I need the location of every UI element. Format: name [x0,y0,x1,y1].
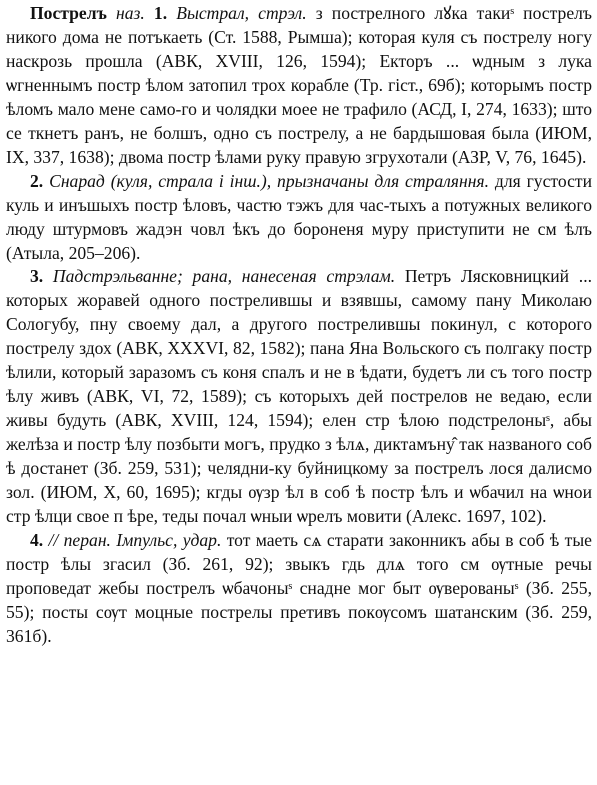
dictionary-entry [6,2,592,649]
sense-citations: Петръ Лясковницкий ... которых жоравей одного пострелившы и взявшы, самому пану Миколаю Сологубу, пну своему дал, а другого пострелившы покинул, с которого пострелу здох (АВК, XXXVI, 82, 1582); пана Яна Вольского съ полгаку постр ѣлили, который заразомъ съ коня спалъ и не в ѣдати, будетъ ли съ того постр ѣлу живъ (АВК, VI, 72, 1589); съ которыхъ дей пострелов не ведаю, если живы будуть (АВК, XVIII, 124, 1594); елен стр ѣлою подстрелоныˢ, абы желѣза и постр ѣлу позбыти могъ, прудко з ѣлѧ, диктамъну̂ так названого соб ѣ достанет (Зб. 259, 531); челядни-ку буйницкому за пострелъ лося далисмо зол. (ИЮМ, X, 60, 1695); кгды ѹзр ѣл в соб ѣ постр ѣлъ и ѡбачил на ѡнои стр ѣлци свое п ѣре, теды почал ѡныи ѡрелъ мовити (Алекс. 1697, 102). [6,266,592,527]
headword: Пострелъ [30,3,107,23]
sense-citations: з пострелного лꙋка такиˢ пострелъ никого дома не потъкаеть (Ст. 1588, Рымша); которая куля съ пострелу ногу наскрозь прошла (АВК, XVIII, 126, 1594); Екторъ ... ѡдным з лука ѡгненнымъ постр ѣлом затопил трох корабле (Тр. гіст., 69б); которымъ постр ѣломъ мало мене само-го и чолядки моее не трафило (АСД, I, 274, 1633); што се ткнетъ ранъ, не болшъ, одно съ пострелу, а не бардышовая была (ИЮМ, IX, 337, 1638); двома постр ѣлами руку правую згрухотали (АЗР, V, 76, 1645). [6,3,592,167]
sense-definition: Снарад (куля, страла і інш.), прызначаны для страляння. [49,170,490,191]
sense-citations: для густости куль и инъшыхъ постр ѣловъ, частю тэжъ для час-тыхъ а потужных великого люду штурмовъ жадэн човл ѣкъ до бороненя муру приступити не см ѣлъ (Атыла, 205–206). [6,170,593,263]
sense-definition: Выстрал, стрэл. [176,3,307,23]
sense-citations: тот маеть сѧ старати законникъ абы в соб ѣ тые постр ѣлы згасил (Зб. 261, 92); звыкъ гдь длѧ того см ѹтные речы проповедат жебы пострелъ ѡбачоныˢ снадне мог быт ѹверованыˢ (Зб. 255, 55); посты сѹт моцные пострелы претивъ покѹсомъ шатанским (Зб. 259, 361б). [6,529,592,646]
sense-1-paragraph [6,2,592,170]
part-of-speech: наз. [115,3,145,23]
sense-number: 3. [30,266,44,287]
sense-number: 2. [30,170,44,191]
sense-definition: // перан. Імпульс, удар. [48,529,222,550]
sense-3-paragraph [6,265,592,528]
sense-number: 4. [30,529,44,550]
sense-2-paragraph [6,170,592,266]
sense-number: 1. [153,3,168,23]
sense-definition: Падстрэльванне; рана, нанесеная стрэлам. [52,266,396,287]
sense-4-paragraph [6,529,592,649]
